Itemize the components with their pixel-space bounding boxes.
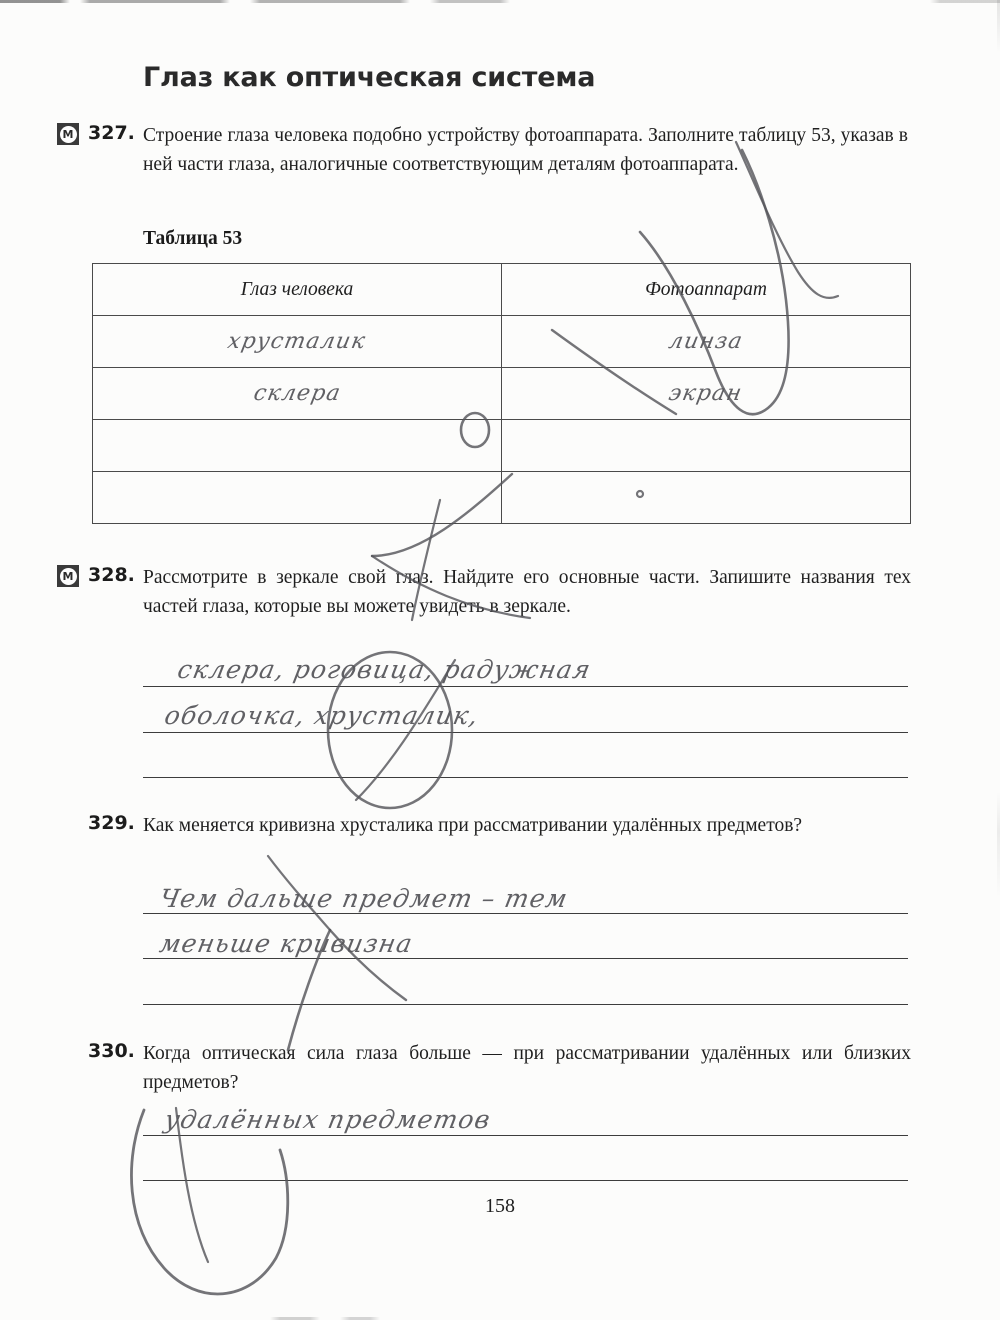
handwritten-answer: экран [666, 381, 746, 406]
answer-rule-328-3[interactable] [143, 777, 908, 778]
exercise-number-328: 328. [88, 564, 135, 586]
answer-rule-330-1[interactable] [143, 1135, 908, 1136]
answer-rule-329-2[interactable] [143, 958, 908, 959]
handwritten-answer: склера [251, 381, 343, 406]
answer-handwriting-328-1 [175, 655, 594, 685]
exercise-text-328: Рассмотрите в зеркале свой глаз. Найдите его основные части. Запишите названия тех частей глаза, которые вы можете увидеть в зеркале. [143, 567, 911, 617]
table-row [93, 472, 911, 524]
exercise-number-327: 327. [88, 122, 135, 144]
answer-rule-328-1[interactable] [143, 686, 908, 687]
table-header-cell-eye [93, 264, 502, 316]
handwritten-text: склера, роговица, радужная [175, 655, 594, 684]
table-cell-eye-1[interactable] [93, 316, 502, 368]
table-53 [92, 263, 911, 524]
table-cell-camera-1[interactable] [502, 316, 911, 368]
table-cell-camera-4[interactable] [502, 472, 911, 524]
answer-rule-329-3[interactable] [143, 1004, 908, 1005]
table-header-cell-camera [502, 264, 911, 316]
exercise-text-327: Строение глаза человека подобно устройству фотоаппарата. Заполните таблицу 53, указав в ней части глаза, аналогичные соответствующим деталям фотоаппарата. [143, 125, 908, 175]
table-row [93, 368, 911, 420]
handwritten-text: меньше кривизна [157, 929, 416, 958]
handwritten-text: удалённых предметов [162, 1105, 494, 1134]
answer-handwriting-329-1 [157, 884, 571, 914]
table-row [93, 316, 911, 368]
answer-handwriting-328-2 [162, 701, 482, 731]
table-cell-camera-2[interactable] [502, 368, 911, 420]
table-cell-camera-3[interactable] [502, 420, 911, 472]
table-header-row [93, 264, 911, 316]
exercise-badge-327 [57, 123, 79, 145]
table-caption: Таблица 53 [143, 228, 243, 249]
answer-rule-330-2[interactable] [143, 1180, 908, 1181]
handwritten-answer: линза [666, 329, 746, 354]
exercise-number-329: 329. [88, 812, 135, 834]
handwritten-answer: хрусталик [225, 329, 369, 354]
handwritten-text: оболочка, хрусталик, [162, 701, 482, 730]
exercise-badge-328 [57, 565, 79, 587]
table-cell-eye-2[interactable] [93, 368, 502, 420]
table-cell-eye-4[interactable] [93, 472, 502, 524]
table-header-label: Фотоаппарат [645, 278, 767, 300]
table-header-label: Глаз человека [240, 278, 354, 300]
answer-handwriting-330-1 [162, 1105, 494, 1135]
table-cell-eye-3[interactable] [93, 420, 502, 472]
exercise-number-330: 330. [88, 1040, 135, 1062]
scan-edge-top [0, 0, 1000, 3]
answer-rule-329-1[interactable] [143, 913, 908, 914]
exercise-text-330: Когда оптическая сила глаза больше — при рассматривании удалённых или близких предметов? [143, 1043, 911, 1093]
answer-rule-328-2[interactable] [143, 732, 908, 733]
table-row [93, 420, 911, 472]
badge-letter: М [60, 568, 77, 585]
page-title: Глаз как оптическая система [143, 62, 596, 93]
page-number: 158 [485, 1195, 515, 1217]
answer-handwriting-329-2 [157, 929, 416, 959]
handwritten-text: Чем дальше предмет – тем [157, 884, 571, 913]
exercise-text-329: Как меняется кривизна хрусталика при рассматривании удалённых предметов? [143, 815, 803, 836]
badge-letter: М [60, 126, 77, 143]
